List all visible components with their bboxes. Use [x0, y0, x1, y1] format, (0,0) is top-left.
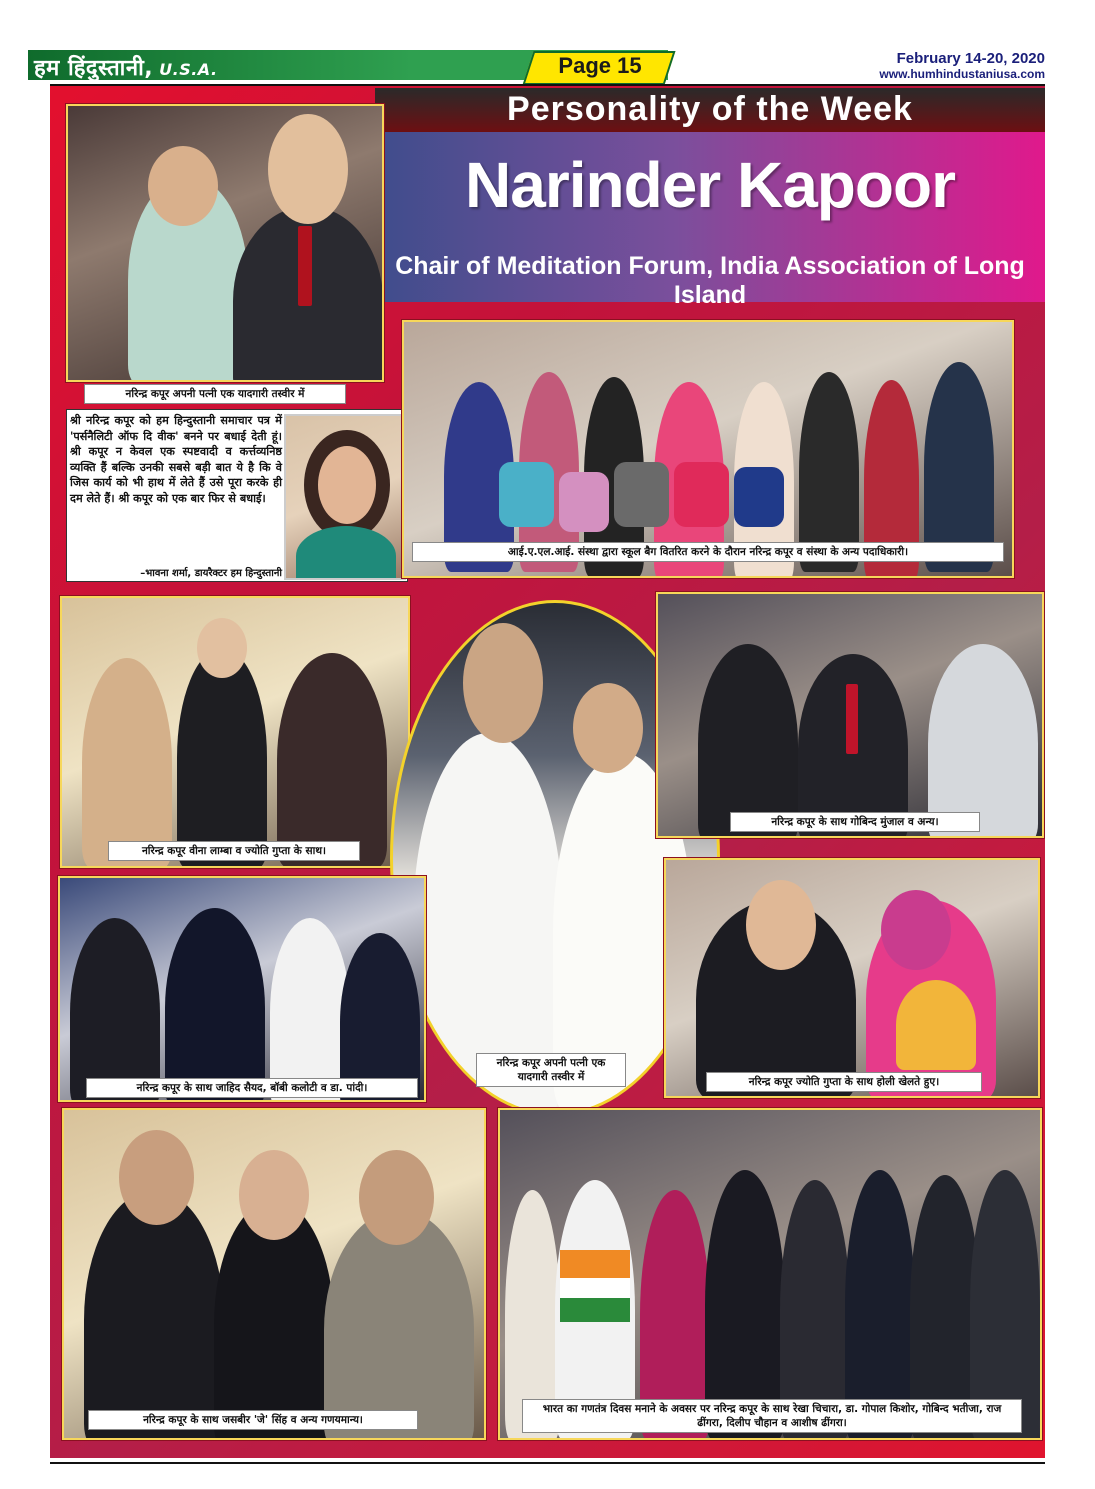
caption-veena-jyoti: नरिन्द्र कपूर वीना लाम्बा व ज्योति गुप्ता के साथ। [108, 841, 360, 861]
page-number: Page 15 [558, 53, 642, 78]
caption-zahid-bobby: नरिन्द्र कपूर के साथ जाहिद सैयद, बॉबी कलोटी व डा. पांदी। [86, 1078, 418, 1098]
caption-couple-top: नरिन्द्र कपूर अपनी पत्नी एक यादगारी तस्वीर में [84, 384, 346, 404]
photo-gobind-munjal [656, 592, 1044, 838]
caption-couple-oval: नरिन्द्र कपूर अपनी पत्नी एक यादगारी तस्वीर में [476, 1053, 626, 1087]
photo-zahid-bobby [58, 876, 426, 1102]
photo-republic-day [498, 1108, 1042, 1440]
message-text: श्री नरिन्द्र कपूर को हम हिन्दुस्तानी समाचार पत्र में 'पर्सनैलिटी ऑफ दि वीक' बनने पर बधाई देती हूं। श्री कपूर न केवल एक स्पष्टवादी व कर्त्तव्यनिष्ठ व्यक्ति हैं बल्कि उनकी सबसे बड़ी बात ये है कि वे जिस कार्य को भी हाथ में लेते हैं उसे पूरा करके ही दम लेते हैं। श्री कपूर को एक बार फिर से बधाई। [70, 414, 282, 505]
website-link[interactable]: www.humhindustaniusa.com [879, 67, 1045, 81]
issue-date: February 14-20, 2020 [896, 50, 1045, 67]
caption-holi: नरिन्द्र कपूर ज्योति गुप्ता के साथ होली खेलते हुए। [706, 1072, 982, 1092]
photo-school-bags [402, 320, 1014, 578]
message-signature: –भावना शर्मा, डायरैक्टर हम हिन्दुस्तानी [140, 568, 282, 579]
photo-veena-jyoti [60, 596, 410, 868]
caption-school-bags: आई.ए.एल.आई. संस्था द्वारा स्कूल बैग वितरित करने के दौरान नरिन्द्र कपूर व संस्था के अन्य पदाधिकारी। [412, 542, 1004, 562]
photo-holi [664, 858, 1040, 1098]
caption-republic-day: भारत का गणतंत्र दिवस मनाने के अवसर पर नरिन्द्र कपूर के साथ रेखा चिचारा, डा. गोपाल किशोर, गोबिन्द भतीजा, राज ढींगरा, दिलीप चौहान व आशीष ढींगरा। [522, 1399, 1022, 1433]
banner-heading: Personality of the Week [507, 90, 913, 128]
caption-jasbir-singh: नरिन्द्र कपूर के साथ जसबीर 'जे' सिंह व अन्य गणयमान्य। [88, 1410, 418, 1430]
caption-gobind-munjal: नरिन्द्र कपूर के साथ गोबिन्द मुंजाल व अन्य। [730, 812, 980, 832]
footer-rule [50, 1462, 1045, 1464]
personality-subtitle: Chair of Meditation Forum, India Association of Long Island [395, 252, 1025, 309]
photo-jasbir-singh [62, 1108, 486, 1440]
personality-name: Narinder Kapoor [465, 149, 955, 221]
newspaper-title: हम हिंदुस्तानी, U.S.A. [34, 56, 218, 81]
photo-couple-top [66, 104, 384, 382]
photo-bhavna-sharma [284, 414, 406, 580]
